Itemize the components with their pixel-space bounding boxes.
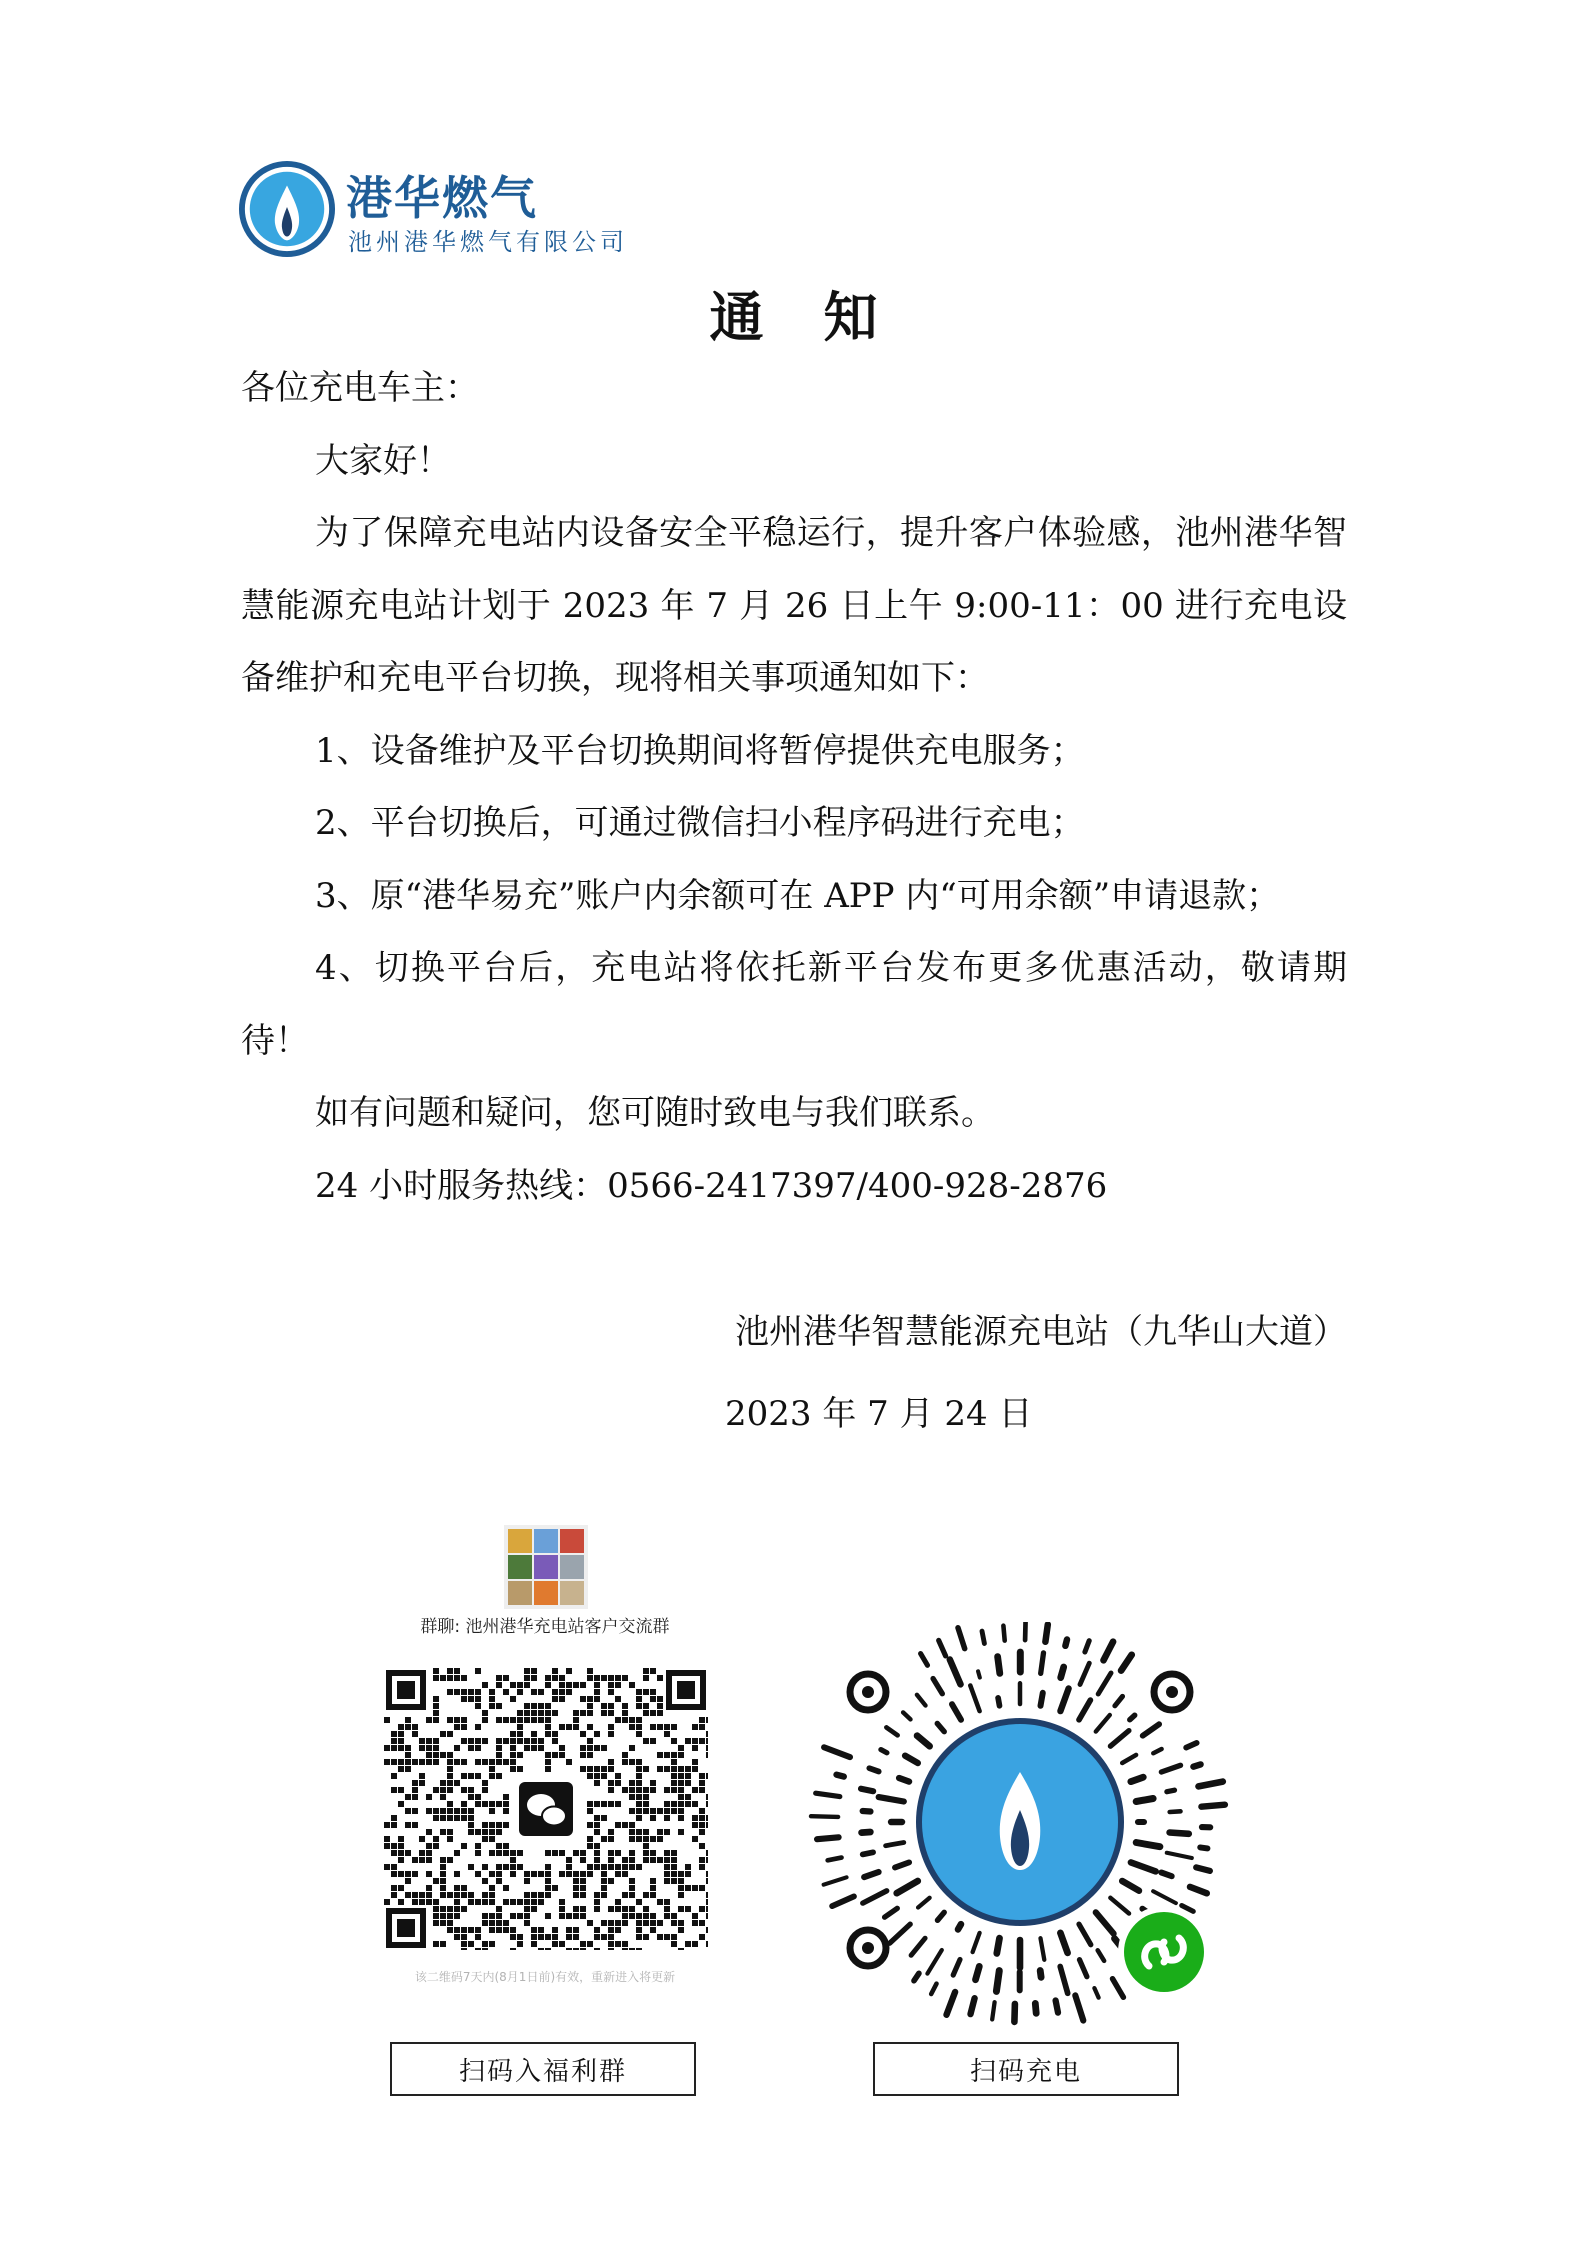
qr-finder-top-right (666, 1670, 706, 1710)
qr-validity-note: 该二维码7天内(8月1日前)有效，重新进入将更新 (414, 1970, 676, 1984)
join-group-button[interactable]: 扫码入福利群 (390, 2042, 696, 2096)
scan-charge-button[interactable]: 扫码充电 (873, 2042, 1179, 2096)
notice-item-4: 4、切换平台后，充电站将依托新平台发布更多优惠活动，敬请期待！ (241, 948, 1347, 1061)
flame-logo-icon (238, 160, 336, 258)
miniprogram-icon (1118, 1906, 1210, 1998)
finder-top-left (850, 1674, 886, 1710)
group-avatar-icon (504, 1525, 588, 1609)
page-title: 通知 (709, 285, 938, 349)
notice-date: 2023 年 7 月 24 日 (725, 1394, 1033, 1434)
notice-item-2: 2、平台切换后，可通过微信扫小程序码进行充电； (315, 803, 1085, 843)
finder-top-right (1154, 1674, 1190, 1710)
finder-bottom-left (850, 1930, 886, 1966)
signature: 池州港华智慧能源充电站（九华山大道） (735, 1312, 1347, 1352)
company-subname: 池州港华燃气有限公司 (348, 228, 628, 256)
company-logo (238, 160, 658, 260)
intro-paragraph: 为了保障充电站内设备安全平稳运行，提升客户体验感，池州港华智慧能源充电站计划于 2023 年 7 月 26 日上午 9:00-11：00 进行充电设备维护和充电平台切换，现将相关事项通知如下： (241, 513, 1347, 698)
qr-finder-top-left (386, 1670, 426, 1710)
notice-item-1: 1、设备维护及平台切换期间将暂停提供充电服务； (315, 730, 1085, 771)
hotline-line: 24 小时服务热线：0566-2417397/400-928-2876 (315, 1165, 1108, 1206)
company-name: 港华燃气 (346, 171, 538, 225)
charging-miniprogram-code[interactable] (780, 1622, 1260, 2028)
greeting: 各位充电车主： (241, 368, 479, 408)
hello-line: 大家好！ (315, 440, 451, 481)
wechat-icon (514, 1777, 578, 1841)
notice-item-3: 3、原“港华易充”账户内余额可在 APP 内“可用余额”申请退款； (315, 875, 1281, 916)
group-qr-code[interactable] (384, 1668, 708, 1950)
notice-body (241, 352, 1347, 1222)
center-flame-logo-icon (916, 1718, 1124, 1926)
qr-finder-bottom-left (386, 1908, 426, 1948)
group-caption: 群聊: 池州港华充电站客户交流群 (420, 1617, 670, 1637)
contact-line: 如有问题和疑问，您可随时致电与我们联系。 (315, 1093, 995, 1133)
